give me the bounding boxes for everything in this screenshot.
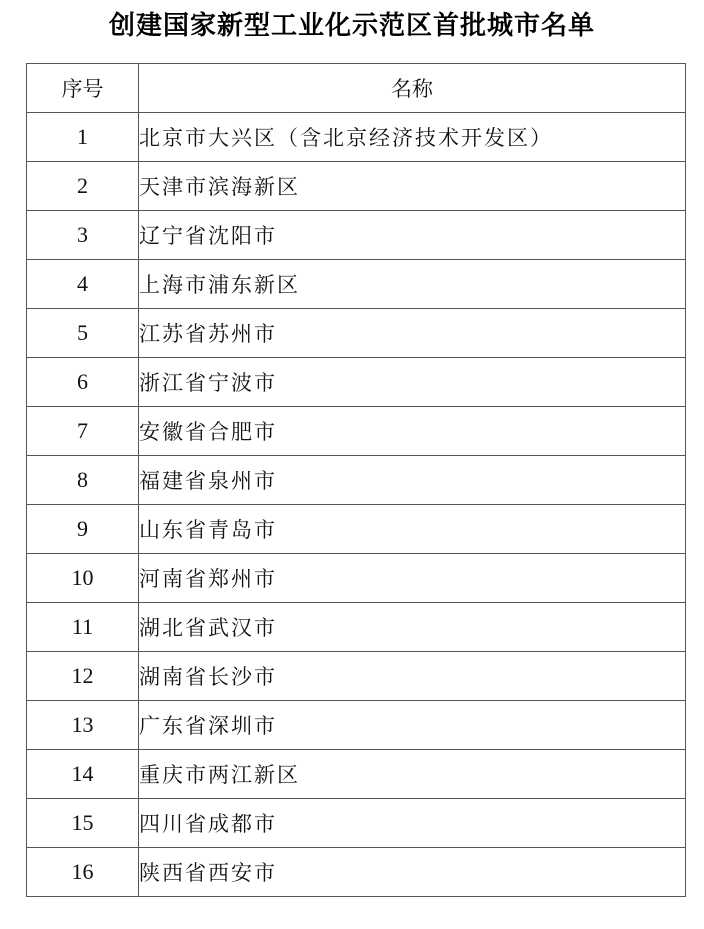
row-number: 10 (27, 554, 139, 603)
row-number: 7 (27, 407, 139, 456)
table-header-row (27, 64, 686, 113)
row-name: 湖北省武汉市 (139, 603, 686, 652)
row-name: 江苏省苏州市 (139, 309, 686, 358)
row-name: 山东省青岛市 (139, 505, 686, 554)
table-row (27, 113, 686, 162)
row-number: 4 (27, 260, 139, 309)
row-number: 8 (27, 456, 139, 505)
row-name: 陕西省西安市 (139, 848, 686, 897)
row-name: 福建省泉州市 (139, 456, 686, 505)
table-row (27, 554, 686, 603)
table-row (27, 652, 686, 701)
table-row (27, 505, 686, 554)
row-name: 四川省成都市 (139, 799, 686, 848)
city-list-table (26, 63, 686, 897)
row-number: 2 (27, 162, 139, 211)
table-row (27, 456, 686, 505)
table-row (27, 211, 686, 260)
row-number: 14 (27, 750, 139, 799)
page-title: 创建国家新型工业化示范区首批城市名单 (108, 11, 595, 41)
table-row (27, 799, 686, 848)
row-name: 浙江省宁波市 (139, 358, 686, 407)
table-row (27, 701, 686, 750)
row-name: 北京市大兴区（含北京经济技术开发区） (139, 113, 686, 162)
row-number: 5 (27, 309, 139, 358)
table-row (27, 162, 686, 211)
column-header-name: 名称 (139, 64, 686, 113)
row-number: 15 (27, 799, 139, 848)
row-name: 重庆市两江新区 (139, 750, 686, 799)
row-number: 12 (27, 652, 139, 701)
row-number: 9 (27, 505, 139, 554)
table-row (27, 309, 686, 358)
table-row (27, 260, 686, 309)
table-row (27, 603, 686, 652)
table-row (27, 358, 686, 407)
row-name: 上海市浦东新区 (139, 260, 686, 309)
row-name: 安徽省合肥市 (139, 407, 686, 456)
row-name: 辽宁省沈阳市 (139, 211, 686, 260)
row-name: 湖南省长沙市 (139, 652, 686, 701)
table-row (27, 848, 686, 897)
row-number: 3 (27, 211, 139, 260)
column-header-number: 序号 (27, 64, 139, 113)
row-number: 11 (27, 603, 139, 652)
row-number: 6 (27, 358, 139, 407)
row-number: 13 (27, 701, 139, 750)
row-number: 1 (27, 113, 139, 162)
row-name: 广东省深圳市 (139, 701, 686, 750)
table-row (27, 407, 686, 456)
row-name: 天津市滨海新区 (139, 162, 686, 211)
row-name: 河南省郑州市 (139, 554, 686, 603)
row-number: 16 (27, 848, 139, 897)
table-row (27, 750, 686, 799)
